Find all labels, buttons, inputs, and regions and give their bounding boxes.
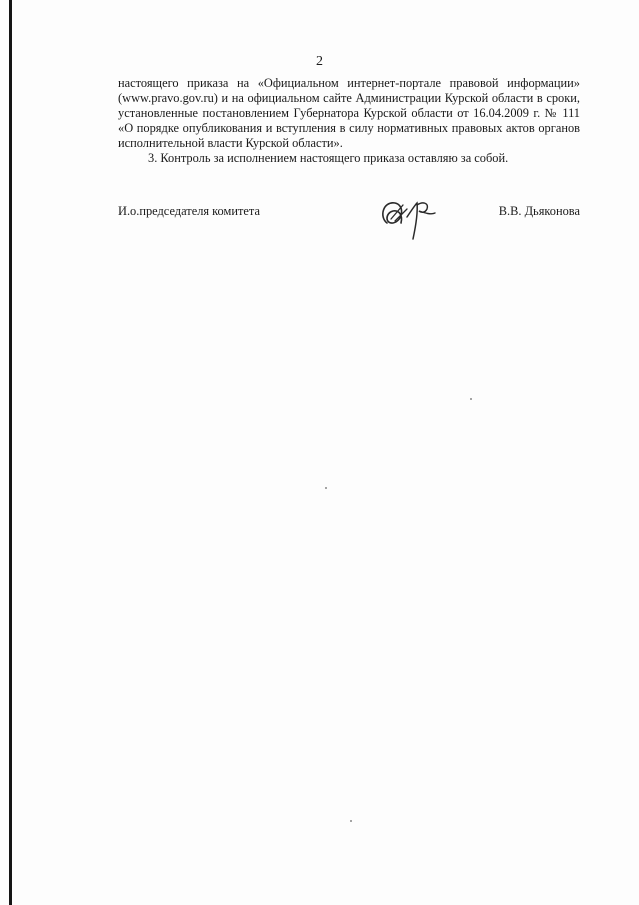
scan-speck (470, 398, 472, 400)
page-number: 2 (316, 54, 323, 69)
signer-title: И.о.председателя комитета (118, 204, 260, 218)
document-body (118, 76, 580, 166)
text-line: настоящего приказа на «Официальном интернет-портале правовой информации» (118, 76, 580, 90)
handwritten-signature (373, 193, 443, 243)
scan-edge (9, 0, 12, 905)
paragraph-control: 3. Контроль за исполнением настоящего приказа оставляю за собой. (148, 151, 509, 165)
paragraph-continued (118, 76, 580, 151)
text-line: установленные постановлением Губернатора Курской области от 16.04.2009 г. № 111 (118, 106, 580, 120)
text-line: «О порядке опубликования и вступления в силу нормативных правовых актов органов (118, 121, 580, 135)
signer-name: В.В. Дьяконова (498, 204, 580, 218)
text-line: исполнительной власти Курской области». (118, 136, 343, 150)
scan-speck (325, 487, 327, 489)
text-line: (www.pravo.gov.ru) и на официальном сайте Администрации Курской области в сроки, (118, 91, 580, 105)
scan-speck (350, 820, 352, 822)
signature-block (118, 201, 580, 241)
